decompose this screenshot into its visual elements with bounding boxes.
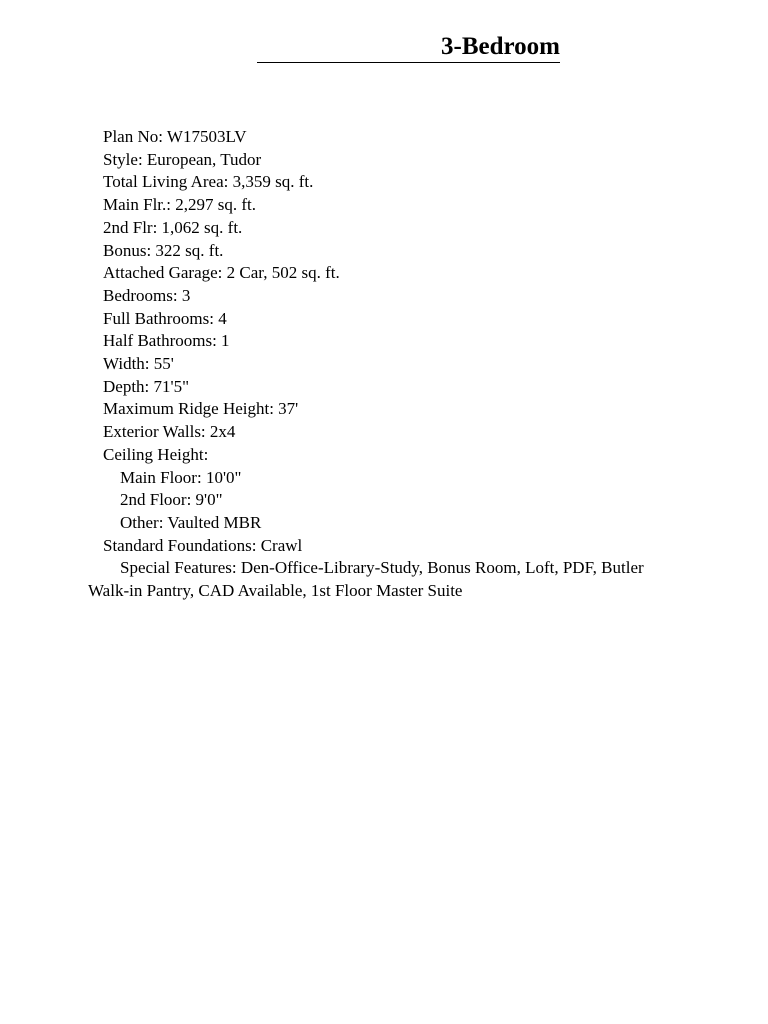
spec-total-living-area: Total Living Area: 3,359 sq. ft. — [103, 172, 314, 192]
spec-full-bathrooms: Full Bathrooms: 4 — [103, 308, 227, 328]
spec-bedrooms: Bedrooms: 3 — [103, 285, 191, 305]
spec-width: Width: 55' — [103, 354, 174, 374]
spec-main-floor-area: Main Flr.: 2,297 sq. ft. — [103, 195, 257, 215]
spec-special-features: Special Features: Den-Office-Library-Study, Bonus Room, Loft, PDF, Butler Walk-in Pantry, CAD Available, 1st Floor Master Suite — [88, 558, 644, 601]
spec-standard-foundations: Standard Foundations: Crawl — [103, 535, 303, 555]
spec-bonus-area: Bonus: 322 sq. ft. — [103, 240, 224, 260]
spec-plan-no: Plan No: W17503LV — [103, 127, 247, 146]
spec-second-floor-area: 2nd Flr: 1,062 sq. ft. — [103, 217, 243, 237]
page-title: 3-Bedroom — [441, 33, 560, 60]
spec-max-ridge-height: Maximum Ridge Height: 37' — [103, 399, 299, 419]
spec-ceiling-height-label: Ceiling Height: — [103, 444, 209, 464]
spec-style: Style: European, Tudor — [103, 149, 262, 169]
spec-ceiling-second-floor: 2nd Floor: 9'0" — [120, 490, 223, 510]
title-underline — [257, 62, 560, 63]
spec-attached-garage: Attached Garage: 2 Car, 502 sq. ft. — [103, 263, 340, 283]
plan-specifications — [88, 126, 708, 603]
spec-depth: Depth: 71'5" — [103, 376, 190, 396]
spec-half-bathrooms: Half Bathrooms: 1 — [103, 331, 230, 351]
spec-exterior-walls: Exterior Walls: 2x4 — [103, 422, 236, 442]
spec-ceiling-other: Other: Vaulted MBR — [120, 512, 262, 532]
spec-ceiling-main-floor: Main Floor: 10'0" — [120, 467, 242, 487]
